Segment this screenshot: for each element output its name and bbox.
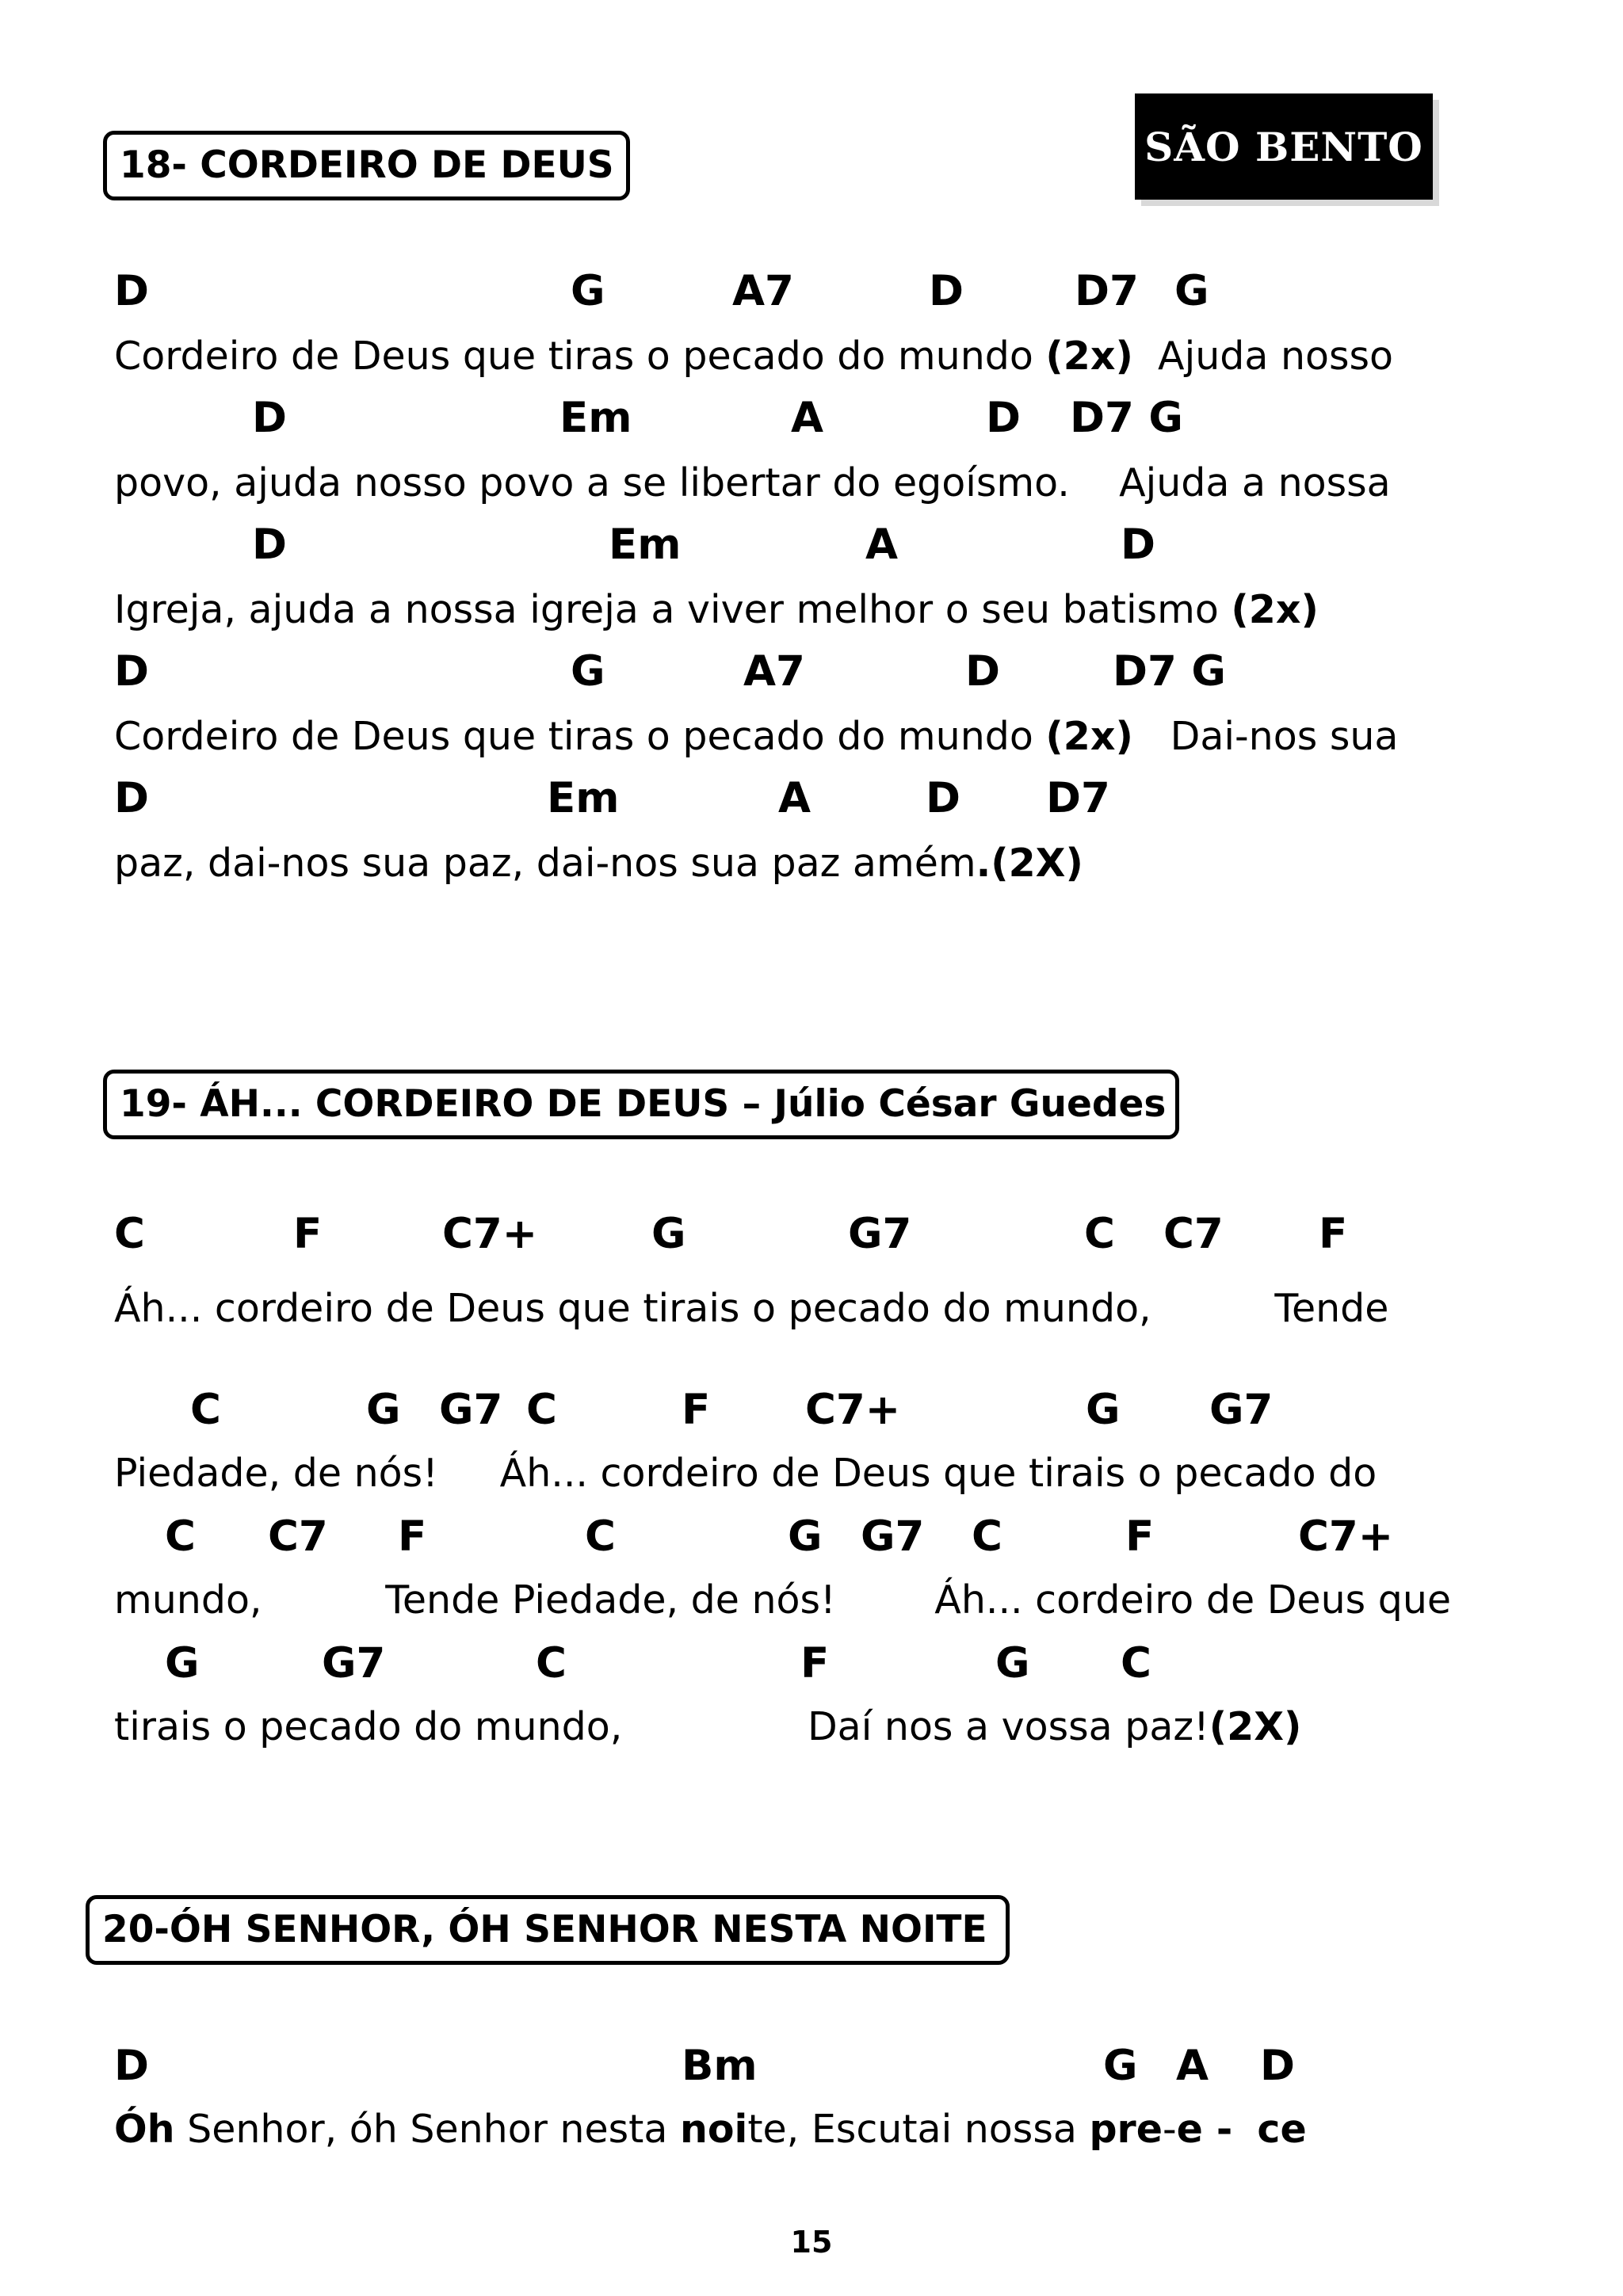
- chord: F: [800, 1639, 830, 1688]
- chord: A: [791, 394, 824, 442]
- chord: G: [366, 1386, 401, 1434]
- chord: G: [995, 1639, 1030, 1688]
- page-number: 15: [790, 2225, 833, 2260]
- lyric-line: Óh Senhor, óh Senhor nesta noite, Escutai nossa pre-e - ce: [114, 2107, 1307, 2152]
- chord: D: [1260, 2042, 1295, 2090]
- chord: G: [651, 1210, 686, 1258]
- chord: D7 G: [1070, 394, 1183, 442]
- chord: C: [972, 1512, 1002, 1561]
- chord: A: [1176, 2042, 1209, 2090]
- chord: G: [1086, 1386, 1121, 1434]
- chord: F: [1319, 1210, 1348, 1258]
- chord: A7: [732, 267, 794, 315]
- chord: G: [165, 1639, 200, 1688]
- lyric-line: mundo, Tende Piedade, de nós! Áh... cordeiro de Deus que: [114, 1577, 1452, 1623]
- chord: F: [293, 1210, 323, 1258]
- lyric-line: tirais o pecado do mundo, Daí nos a vossa paz!(2X): [114, 1704, 1302, 1749]
- chord: Em: [559, 394, 632, 442]
- lyric-line: Cordeiro de Deus que tiras o pecado do mundo (2x) Ajuda nosso: [114, 334, 1394, 379]
- chord: G7: [848, 1210, 912, 1258]
- chord: D: [252, 394, 287, 442]
- song-20-title: 20-ÓH SENHOR, ÓH SENHOR NESTA NOITE: [86, 1895, 1010, 1965]
- chord: Em: [547, 774, 620, 822]
- chord: C7: [268, 1512, 328, 1561]
- chord: G7: [439, 1386, 503, 1434]
- chord: G: [1103, 2042, 1138, 2090]
- chord: F: [1125, 1512, 1155, 1561]
- chord: G: [1174, 267, 1209, 315]
- song-19-title: 19- ÁH... CORDEIRO DE DEUS – Júlio César Guedes: [103, 1070, 1179, 1139]
- chord: Bm: [682, 2042, 758, 2090]
- chord: D: [114, 2042, 149, 2090]
- chord: D: [114, 647, 149, 696]
- chord: D7 G: [1113, 647, 1226, 696]
- chord: A: [865, 521, 899, 569]
- lyric-line: Cordeiro de Deus que tiras o pecado do mundo (2x) Dai-nos sua: [114, 714, 1399, 759]
- chord: C: [526, 1386, 557, 1434]
- chord: D: [114, 267, 149, 315]
- chord: F: [398, 1512, 427, 1561]
- chord: D: [114, 774, 149, 822]
- lyric-line: Áh... cordeiro de Deus que tirais o pecado do mundo, Tende: [114, 1286, 1389, 1331]
- chord: A: [778, 774, 812, 822]
- sao-bento-badge: SÃO BENTO: [1135, 93, 1433, 200]
- chord: G: [571, 267, 605, 315]
- lyric-line: Igreja, ajuda a nossa igreja a viver melhor o seu batismo (2x): [114, 587, 1319, 632]
- chord: C7+: [1298, 1512, 1394, 1561]
- chord: D7: [1046, 774, 1110, 822]
- chord: G: [788, 1512, 823, 1561]
- chord: G7: [1209, 1386, 1274, 1434]
- chord: C: [1121, 1639, 1151, 1688]
- chord: C7+: [442, 1210, 538, 1258]
- chord: C: [190, 1386, 221, 1434]
- chord: D: [965, 647, 1000, 696]
- chord: G7: [861, 1512, 925, 1561]
- chord: F: [682, 1386, 711, 1434]
- chord: G: [571, 647, 605, 696]
- chord: G7: [322, 1639, 386, 1688]
- chord: C: [536, 1639, 567, 1688]
- lyric-line: Piedade, de nós! Áh... cordeiro de Deus que tirais o pecado do: [114, 1451, 1377, 1496]
- chord: C: [585, 1512, 616, 1561]
- chord: A7: [743, 647, 805, 696]
- chord: C: [114, 1210, 145, 1258]
- chord: Em: [609, 521, 682, 569]
- lyric-line: povo, ajuda nosso povo a se libertar do egoísmo. Ajuda a nossa: [114, 460, 1391, 505]
- chord: D: [252, 521, 287, 569]
- chord: C7: [1163, 1210, 1224, 1258]
- chord: C: [1084, 1210, 1115, 1258]
- chord: C7+: [805, 1386, 901, 1434]
- chord: C: [165, 1512, 196, 1561]
- lyric-line: paz, dai-nos sua paz, dai-nos sua paz amém.(2X): [114, 841, 1083, 886]
- chord: D: [1121, 521, 1155, 569]
- chord: D: [986, 394, 1021, 442]
- chord: D: [929, 267, 964, 315]
- song-18-title: 18- CORDEIRO DE DEUS: [103, 131, 630, 200]
- chord: D7: [1075, 267, 1139, 315]
- chord: D: [926, 774, 960, 822]
